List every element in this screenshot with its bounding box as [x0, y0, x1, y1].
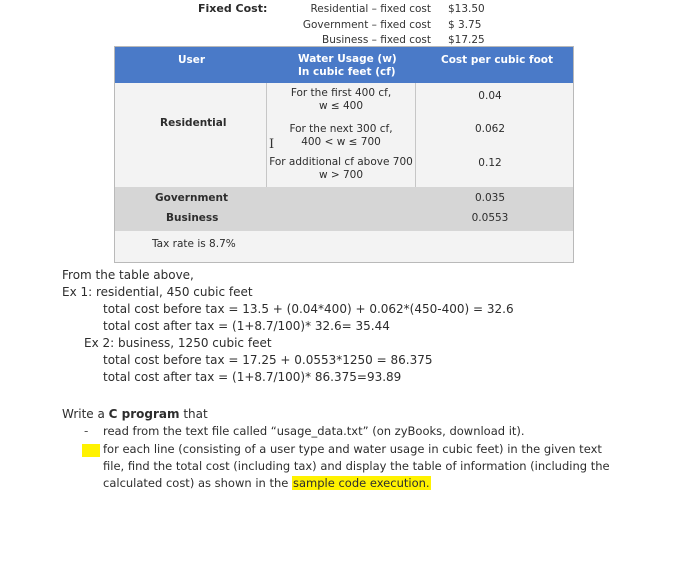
fixed-cost-government: Government – fixed cost [302, 18, 431, 31]
fixed-cost-business: Business – fixed cost [322, 34, 431, 46]
price-business: $17.25 [448, 34, 485, 46]
tier3-cost: 0.12 [478, 157, 502, 169]
example1-title: Ex 1: residential, 450 cubic feet [62, 285, 253, 299]
assignment-language: C program [108, 407, 180, 421]
instruction-bullet-2-line2: file, find the total cost (including tax) and display the table of information (including the [103, 459, 610, 473]
tier1-cost: 0.04 [478, 90, 502, 102]
instruction-line3-text: calculated cost) as shown in the [103, 476, 292, 490]
instruction-bullet-2-line3 [103, 476, 431, 491]
tier3-line1: For additional cf above 700 [269, 156, 413, 168]
residential-label: Residential [160, 117, 227, 129]
tax-rate-note: Tax rate is 8.7% [152, 238, 236, 250]
example1-after-tax: total cost after tax = (1+8.7/100)* 32.6= 35.44 [103, 319, 390, 333]
example2-title: Ex 2: business, 1250 cubic feet [84, 336, 272, 350]
business-label: Business [166, 212, 219, 224]
header-cost: Cost per cubic foot [441, 54, 554, 66]
example1-before-tax: total cost before tax = 13.5 + (0.04*400) + 0.062*(450-400) = 32.6 [103, 302, 514, 316]
rate-table [114, 46, 574, 263]
intro-text: From the table above, [62, 268, 194, 282]
fixed-cost-residential: Residential – fixed cost [310, 3, 431, 15]
business-cost: 0.0553 [471, 212, 509, 224]
example2-after-tax: total cost after tax = (1+8.7/100)* 86.375=93.89 [103, 370, 402, 384]
header-user: User [178, 54, 206, 66]
tier3-line2: w > 700 [318, 169, 364, 181]
assignment-prefix: Write a [62, 407, 109, 421]
example2-before-tax: total cost before tax = 17.25 + 0.0553*1250 = 86.375 [103, 353, 433, 367]
assignment-suffix: that [179, 407, 208, 421]
text-cursor-icon: I [269, 137, 275, 152]
tier2-line2: 400 < w ≤ 700 [301, 136, 381, 148]
fixed-cost-prices [448, 2, 485, 49]
price-residential: $13.50 [448, 3, 485, 15]
tier1-line2: w ≤ 400 [318, 100, 364, 112]
instruction-bullet-2-line1: for each line (consisting of a user type and water usage in cubic feet) in the given text [103, 442, 602, 456]
government-label: Government [155, 192, 229, 204]
tier1-line1: For the first 400 cf, [290, 87, 392, 99]
bullet-dash: - [84, 424, 89, 438]
column-divider [415, 83, 416, 187]
assignment-heading [62, 407, 208, 422]
highlight-marker [82, 444, 100, 457]
sample-execution-highlight: sample code execution. [293, 476, 430, 490]
header-usage-line2: In cubic feet (cf) [298, 66, 396, 78]
tier2-line1: For the next 300 cf, [289, 123, 393, 135]
instruction-bullet-1: read from the text file called “usage_data.txt” (on zyBooks, download it). [103, 424, 525, 438]
fixed-cost-items [263, 2, 431, 49]
column-divider [266, 83, 267, 187]
header-usage-line1: Water Usage (w) [298, 53, 397, 65]
price-government: $ 3.75 [448, 18, 482, 31]
fixed-cost-label: Fixed Cost: [198, 2, 268, 15]
government-cost: 0.035 [474, 192, 506, 204]
tier2-cost: 0.062 [474, 123, 506, 135]
